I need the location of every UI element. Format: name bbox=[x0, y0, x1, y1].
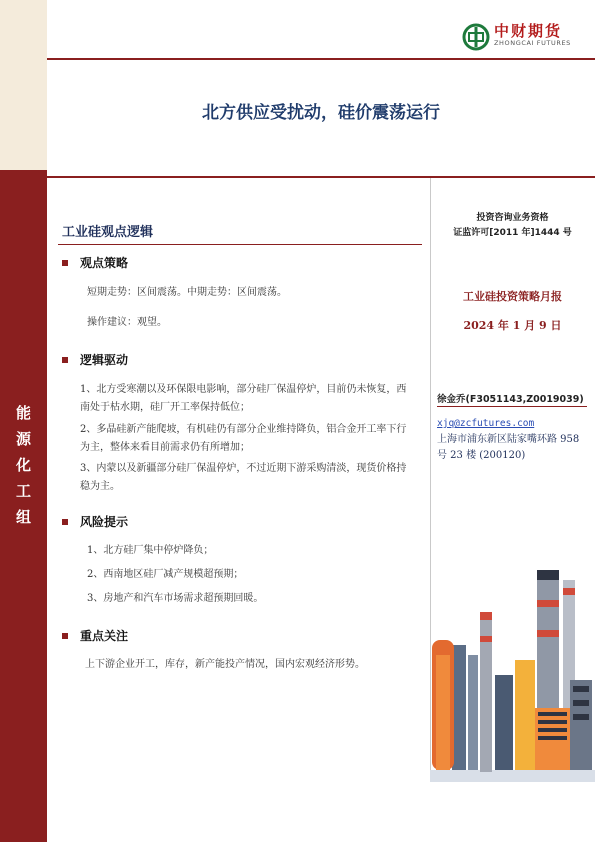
analyst-name: 徐金乔(F3051143,Z0019039) bbox=[437, 394, 584, 405]
industrial-plant-illustration bbox=[430, 560, 595, 782]
square-bullet-icon bbox=[62, 633, 68, 639]
group-label bbox=[0, 400, 47, 530]
paragraph: 操作建议：观望。 bbox=[87, 317, 167, 328]
group-label-char: 工 bbox=[15, 482, 31, 500]
paragraph: 2、多晶硅新产能爬坡，有机硅仍有部分企业维持降负，铝合金开工率下行为主，整体来看目前需求仍有所增加； bbox=[80, 424, 407, 453]
paragraph: 短期走势：区间震荡。中期走势：区间震荡。 bbox=[87, 287, 287, 298]
block-heading bbox=[62, 351, 128, 368]
paragraph: 1、北方硅厂集中停炉降负； bbox=[87, 545, 214, 556]
heading-text: 观点策略 bbox=[80, 256, 129, 270]
block-heading bbox=[62, 254, 128, 271]
group-label-char: 化 bbox=[15, 456, 31, 474]
brand-name: 中财期货 bbox=[494, 22, 563, 40]
section-rule bbox=[58, 244, 422, 245]
qualification-line: 投资咨询业务资格 bbox=[476, 213, 549, 223]
group-label-char: 源 bbox=[15, 430, 31, 448]
left-band-top bbox=[0, 0, 47, 170]
license-number: 证监许可[2011 年]1444 号 bbox=[453, 228, 572, 238]
report-title: 北方供应受扰动，硅价震荡运行 bbox=[202, 103, 440, 123]
paragraph: 3、房地产和汽车市场需求超预期回暖。 bbox=[87, 593, 264, 604]
section-title: 工业硅观点逻辑 bbox=[62, 225, 154, 240]
block-heading bbox=[62, 513, 128, 530]
group-label-char: 能 bbox=[15, 404, 31, 422]
block-heading bbox=[62, 627, 128, 644]
heading-text: 逻辑驱动 bbox=[80, 353, 129, 367]
paragraph: 2、西南地区硅厂减产规模超预期； bbox=[87, 569, 244, 580]
analyst-rule bbox=[437, 406, 587, 407]
report-type: 工业硅投资策略月报 bbox=[463, 290, 562, 303]
square-bullet-icon bbox=[62, 260, 68, 266]
paragraph: 1、北方受寒潮以及环保限电影响，部分硅厂保温停炉，目前仍未恢复，西南处于枯水期，硅厂开工率保持低位； bbox=[80, 384, 407, 413]
heading-text: 风险提示 bbox=[80, 515, 129, 529]
brand-name-en: ZHONGCAI FUTURES bbox=[494, 39, 571, 47]
report-date: 2024 年 1 月 9 日 bbox=[463, 319, 562, 332]
paragraph: 3、内蒙以及新疆部分硅厂保温停炉，不过近期下游采购清淡，现货价格持稳为主。 bbox=[80, 463, 407, 492]
analyst-address: 上海市浦东新区陆家嘴环路 958 号 23 楼 (200120) bbox=[437, 434, 580, 461]
heading-text: 重点关注 bbox=[80, 629, 129, 643]
group-label-char: 组 bbox=[15, 508, 31, 526]
analyst-email-link[interactable]: xjq@zcfutures.com bbox=[437, 418, 535, 429]
paragraph: 上下游企业开工，库存，新产能投产情况，国内宏观经济形势。 bbox=[85, 659, 365, 670]
square-bullet-icon bbox=[62, 519, 68, 525]
header-rule bbox=[47, 58, 595, 60]
title-rule bbox=[47, 176, 595, 178]
square-bullet-icon bbox=[62, 357, 68, 363]
